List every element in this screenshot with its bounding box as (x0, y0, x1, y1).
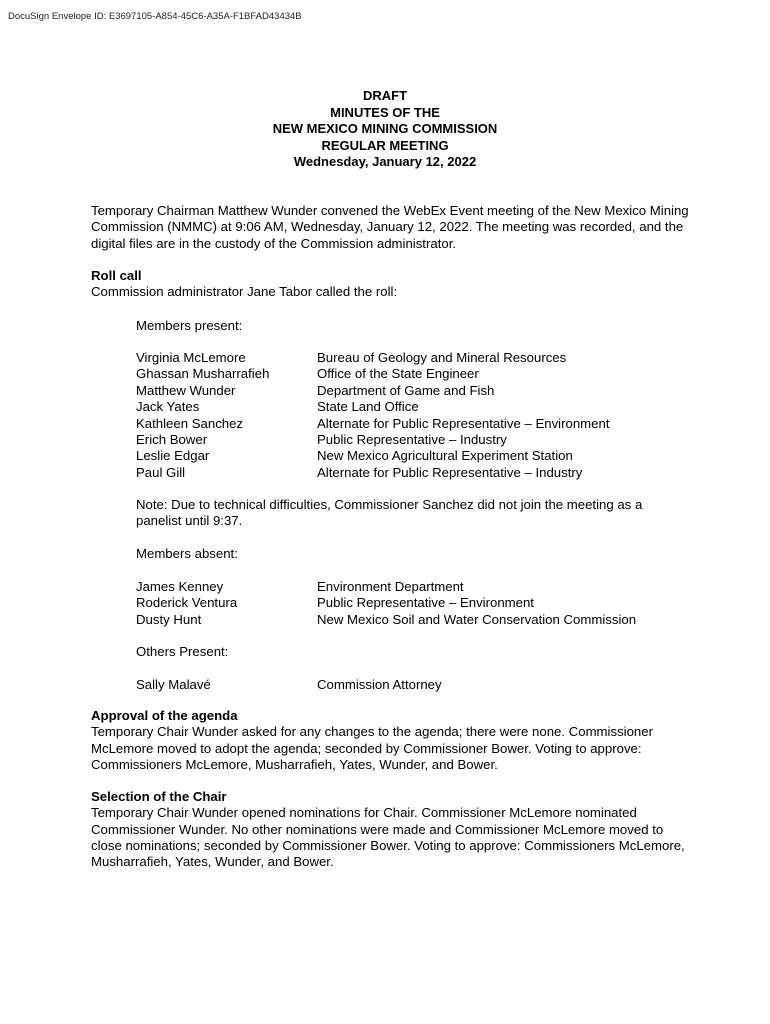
roll-call-heading: Roll call (91, 268, 142, 283)
member-name: Matthew Wunder (136, 382, 236, 398)
document-title (0, 88, 770, 171)
chair-text: Temporary Chair Wunder opened nominations for Chair. Commissioner McLemore nominated Commissioner Wunder. No other nominations were made and Commissioner McLemore moved to close nominations; seconded by Commissioner Bower. Voting to approve: Commissioners McLemore, Musharrafieh, Yates, Wunder, and Bower. (91, 805, 685, 870)
member-org: Alternate for Public Representative – Environment (317, 415, 610, 431)
member-name: James Kenney (136, 579, 224, 594)
member-org: Environment Department (317, 579, 464, 594)
members-absent-label: Members absent: (136, 546, 238, 561)
member-name: Sally Malavé (136, 677, 211, 692)
list-item (136, 350, 609, 366)
member-org: Bureau of Geology and Mineral Resources (317, 350, 567, 365)
list-item (136, 579, 636, 595)
member-org: Public Representative – Industry (317, 432, 507, 448)
roll-call-section (91, 268, 691, 301)
member-org: New Mexico Agricultural Experiment Station (317, 448, 573, 464)
title-meeting-type: REGULAR MEETING (321, 137, 449, 153)
member-org: Alternate for Public Representative – Industry (317, 464, 583, 480)
members-absent-list (136, 579, 636, 628)
title-draft: DRAFT (362, 88, 408, 103)
list-item (136, 432, 609, 448)
title-minutes: MINUTES OF THE (330, 104, 440, 120)
member-name: Kathleen Sanchez (136, 415, 244, 431)
list-item (136, 465, 609, 481)
list-item (136, 383, 609, 399)
agenda-section (91, 708, 691, 773)
list-item (136, 448, 609, 464)
member-org: New Mexico Soil and Water Conservation Commission (317, 611, 637, 627)
member-org: Public Representative – Environment (317, 595, 534, 611)
member-org: State Land Office (317, 399, 419, 415)
member-org: Office of the State Engineer (317, 366, 479, 382)
member-org: Commission Attorney (317, 677, 442, 692)
agenda-heading: Approval of the agenda (91, 708, 238, 723)
technical-note: Note: Due to technical difficulties, Commissioner Sanchez did not join the meeting as a panelist until 9:37. (136, 497, 643, 529)
list-item (136, 399, 609, 415)
title-date: Wednesday, January 12, 2022 (293, 154, 477, 169)
chair-heading: Selection of the Chair (91, 789, 227, 804)
member-name: Ghassan Musharrafieh (136, 366, 270, 382)
others-present-list (136, 677, 442, 693)
list-item (136, 416, 609, 432)
member-org: Department of Game and Fish (317, 382, 495, 398)
chair-section (91, 789, 691, 870)
agenda-text: Temporary Chair Wunder asked for any changes to the agenda; there were none. Commissioner McLemore moved to adopt the agenda; seconded by Commissioner Bower. Voting to approve: Commissioners McLemore, Musharrafieh, Yates, Wunder, and Bower. (91, 724, 653, 772)
member-name: Leslie Edgar (136, 448, 210, 464)
list-item (136, 366, 609, 382)
list-item (136, 612, 636, 628)
others-present-label: Others Present: (136, 644, 229, 659)
member-name: Virginia McLemore (136, 350, 246, 365)
intro-paragraph: Temporary Chairman Matthew Wunder convened the WebEx Event meeting of the New Mexico Mining Commission (NMMC) at 9:06 AM, Wednesday, January 12, 2022. The meeting was recorded, and the digital files are in the custody of the Commission administrator. (91, 203, 689, 251)
members-present-label: Members present: (136, 318, 243, 333)
list-item (136, 595, 636, 611)
member-name: Roderick Ventura (136, 595, 238, 611)
member-name: Dusty Hunt (136, 611, 202, 627)
envelope-id: DocuSign Envelope ID: E3697105-A854-45C6-A35A-F1BFAD43434B (8, 11, 302, 22)
members-present-list (136, 350, 609, 481)
member-name: Paul Gill (136, 464, 186, 480)
member-name: Erich Bower (136, 432, 208, 448)
member-name: Jack Yates (136, 399, 200, 415)
title-commission: NEW MEXICO MINING COMMISSION (272, 121, 498, 136)
list-item (136, 677, 442, 693)
roll-call-text: Commission administrator Jane Tabor called the roll: (91, 284, 398, 300)
